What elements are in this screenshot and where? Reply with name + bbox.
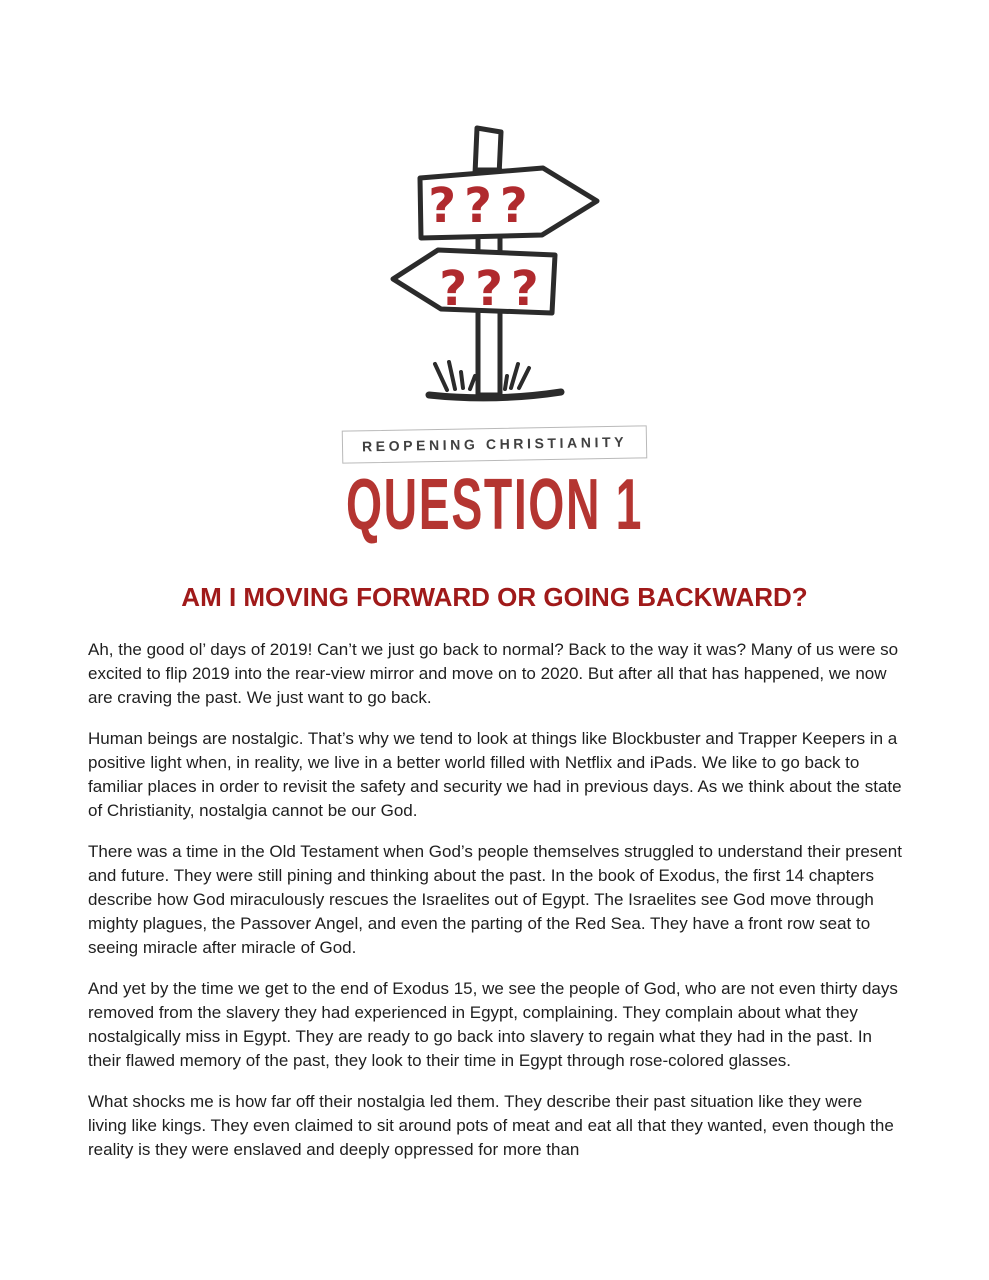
body-text <box>88 638 903 1162</box>
paragraph-3: There was a time in the Old Testament when God’s people themselves struggled to understand their present and future. They were still pining and thinking about the past. In the book of Exodus, the first 14 chapters describe how God miraculously rescues the Israelites out of Egypt. The Israelites see God move through mighty plagues, the Passover Angel, and even the parting of the Red Sea. They have a front row seat to seeing miracle after miracle of God. <box>88 842 902 957</box>
series-label: REOPENING CHRISTIANITY <box>361 433 628 455</box>
paragraph-5: What shocks me is how far off their nostalgia led them. They describe their past situation like they were living like kings. They even claimed to sit around pots of meat and eat all that they wanted, even though the reality is they were enslaved and deeply oppressed for more than <box>88 1092 894 1159</box>
top-sign-question-marks: ??? <box>427 178 536 234</box>
paragraph-1: Ah, the good ol’ days of 2019! Can’t we just go back to normal? Back to the way it was? Many of us were so excited to flip 2019 into the rear-view mirror and move on to 2020. But after all that has happened, we now are craving the past. We just want to go back. <box>88 640 899 707</box>
chapter-header <box>0 122 989 544</box>
section-heading: AM I MOVING FORWARD OR GOING BACKWARD? <box>181 582 808 612</box>
paragraph-2: Human beings are nostalgic. That’s why we tend to look at things like Blockbuster and Trapper Keepers in a positive light when, in reality, we live in a better world filled with Netflix and iPads. We like to go back to familiar places in order to revisit the safety and security we had in previous days. As we think about the state of Christianity, nostalgia cannot be our God. <box>88 729 902 820</box>
chapter-title: QUESTION 1 <box>345 463 644 545</box>
signpost-illustration <box>385 122 605 407</box>
bottom-sign-question-marks: ??? <box>438 261 547 317</box>
paragraph-4: And yet by the time we get to the end of Exodus 15, we see the people of God, who are not even thirty days removed from the slavery they had experienced in Egypt, complaining. They complain about what they nostalgically miss in Egypt. They are ready to go back into slavery to regain what they had in the past. In their flawed memory of the past, they look to their time in Egypt through rose-colored glasses. <box>88 979 898 1070</box>
